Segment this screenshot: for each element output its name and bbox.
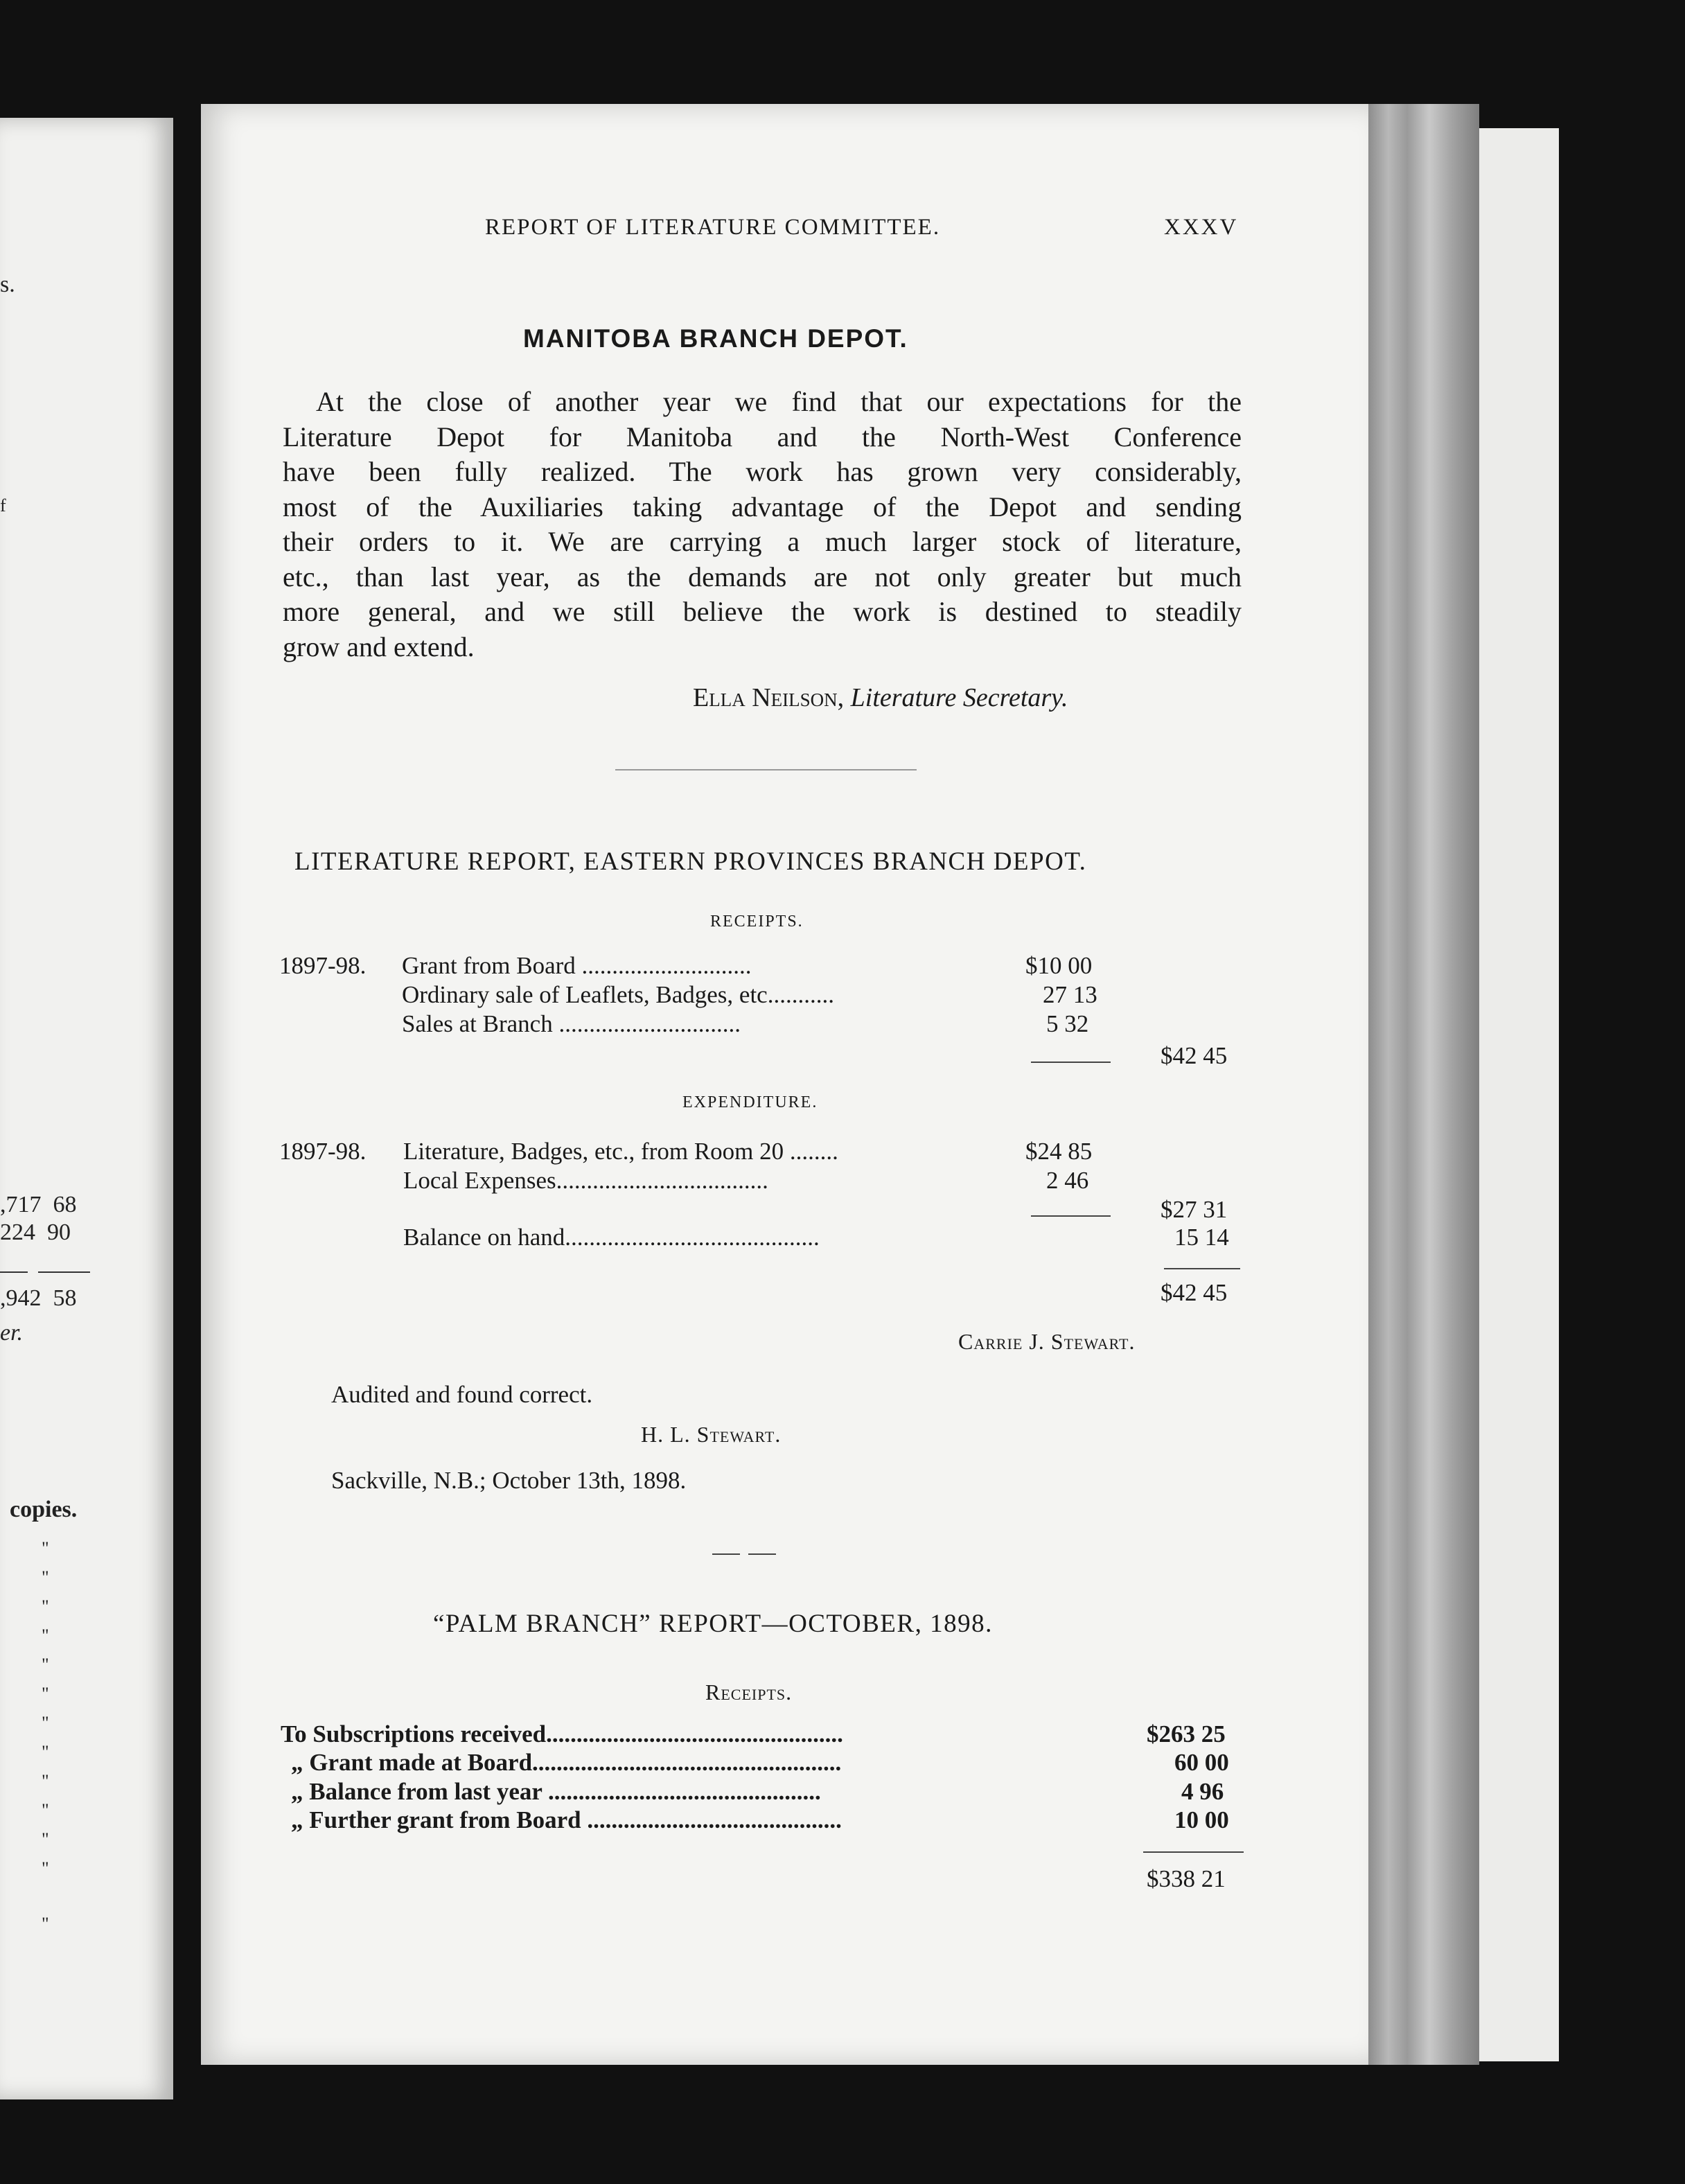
paragraph-line: their orders to it. We are carrying a much larger stock of literature,: [283, 526, 1242, 557]
ditto-mark: ": [42, 1655, 49, 1675]
balance-amount: 15 14: [1174, 1224, 1229, 1251]
ditto-mark: ": [42, 1567, 49, 1587]
receipts-year: 1897-98.: [279, 952, 367, 979]
left-rule-2: [38, 1271, 90, 1273]
palm-total-rule: [1143, 1851, 1244, 1853]
expenditure-amount: 2 46: [1046, 1167, 1089, 1194]
page-edges: [1368, 104, 1479, 2065]
paragraph-line: etc., than last year, as the demands are not only greater but much: [283, 561, 1242, 592]
ditto-mark: ": [42, 1626, 49, 1646]
left-fragment-copies: copies.: [10, 1497, 78, 1522]
palm-receipts-heading: Receipts.: [705, 1680, 793, 1705]
paragraph-line: more general, and we still believe the work is destined to steadily: [283, 596, 1242, 627]
paragraph-line: Literature Depot for Manitoba and the North-West Conference: [283, 421, 1242, 452]
subtotal-rule: [1031, 1215, 1111, 1217]
expenditure-amount: $24 85: [1025, 1138, 1093, 1165]
receipt-amount: 5 32: [1046, 1010, 1089, 1037]
palm-row-label: „ Balance from last year .............................................: [291, 1778, 821, 1805]
ditto-mark: ": [42, 1596, 49, 1617]
left-fragment-number-2: 224 90: [0, 1219, 71, 1245]
receipt-label: Ordinary sale of Leaflets, Badges, etc...........: [402, 981, 834, 1008]
left-fragment-number-1: ,717 68: [0, 1192, 77, 1217]
paragraph-line: At the close of another year we find that our expectations for the: [316, 386, 1242, 417]
manitoba-signature: [693, 682, 1068, 713]
manitoba-title: MANITOBA BRANCH DEPOT.: [523, 324, 908, 353]
left-fragment-number-3: ,942 58: [0, 1285, 77, 1311]
ditto-mark: ": [42, 1914, 49, 1934]
palm-row-amount: $263 25: [1147, 1720, 1226, 1747]
left-rule-1: [0, 1271, 28, 1273]
palm-title: “PALM BRANCH” REPORT—OCTOBER, 1898.: [433, 1610, 993, 1638]
manitoba-paragraph: [283, 385, 1242, 664]
ditto-mark: ": [42, 1742, 49, 1762]
paragraph-line: have been fully realized. The work has grown very considerably,: [283, 456, 1242, 487]
paragraph-line: most of the Auxiliaries taking advantage of the Depot and sending: [283, 491, 1242, 522]
palm-row-label: „ Grant made at Board...................................................: [291, 1749, 842, 1776]
palm-row-label: „ Further grant from Board ..........................................: [291, 1806, 842, 1833]
expenditure-label: Literature, Badges, etc., from Room 20 ........: [403, 1138, 838, 1165]
balance-label: Balance on hand..........................................: [403, 1224, 820, 1251]
receipt-amount: $10 00: [1025, 952, 1093, 979]
ditto-mark: ": [42, 1538, 49, 1558]
receipt-amount: 27 13: [1043, 981, 1097, 1008]
left-fragment-f: f: [0, 495, 6, 516]
eastern-title: LITERATURE REPORT, EASTERN PROVINCES BRANCH DEPOT.: [294, 847, 1087, 876]
palm-row-amount: 4 96: [1181, 1778, 1224, 1805]
expenditure-heading: EXPENDITURE.: [682, 1093, 818, 1111]
running-title: REPORT OF LITERATURE COMMITTEE.: [485, 215, 941, 240]
ditto-mark: ": [42, 1713, 49, 1733]
ditto-mark: ": [42, 1829, 49, 1849]
grand-total: $42 45: [1161, 1279, 1228, 1306]
audited-note: Audited and found correct.: [331, 1381, 593, 1408]
short-rule: [712, 1553, 740, 1555]
receipt-label: Grant from Board ............................: [402, 952, 752, 979]
palm-row-amount: 60 00: [1174, 1749, 1229, 1776]
place-date: Sackville, N.B.; October 13th, 1898.: [331, 1467, 687, 1494]
section-divider: [615, 769, 917, 770]
book-cover: [1479, 128, 1559, 2061]
total-rule: [1164, 1268, 1240, 1269]
auditor-name: H. L. Stewart.: [641, 1422, 782, 1447]
page-number: XXXV: [1164, 215, 1239, 240]
expenditure-label: Local Expenses...................................: [403, 1167, 768, 1194]
short-rule: [748, 1553, 776, 1555]
receipt-label: Sales at Branch ..............................: [402, 1010, 741, 1037]
receipts-total: $42 45: [1161, 1042, 1228, 1069]
left-fragment-er: er.: [0, 1320, 24, 1346]
signer-name: Carrie J. Stewart.: [958, 1329, 1136, 1354]
expenditure-total: $27 31: [1161, 1196, 1228, 1223]
left-fragment-s: s.: [0, 272, 15, 297]
subtotal-rule: [1031, 1062, 1111, 1063]
signature-title: Literature Secretary.: [850, 683, 1068, 712]
palm-row-label: To Subscriptions received.................................................: [281, 1720, 843, 1747]
left-facing-page: [0, 118, 173, 2099]
paragraph-line: grow and extend.: [283, 631, 475, 662]
ditto-mark: ": [42, 1800, 49, 1820]
palm-row-amount: 10 00: [1174, 1806, 1229, 1833]
ditto-mark: ": [42, 1858, 49, 1878]
receipts-heading: RECEIPTS.: [710, 913, 804, 931]
palm-total: $338 21: [1147, 1865, 1226, 1892]
ditto-mark: ": [42, 1771, 49, 1791]
ditto-mark: ": [42, 1684, 49, 1704]
expenditure-year: 1897-98.: [279, 1138, 367, 1165]
signature-name: Ella Neilson,: [693, 683, 845, 712]
